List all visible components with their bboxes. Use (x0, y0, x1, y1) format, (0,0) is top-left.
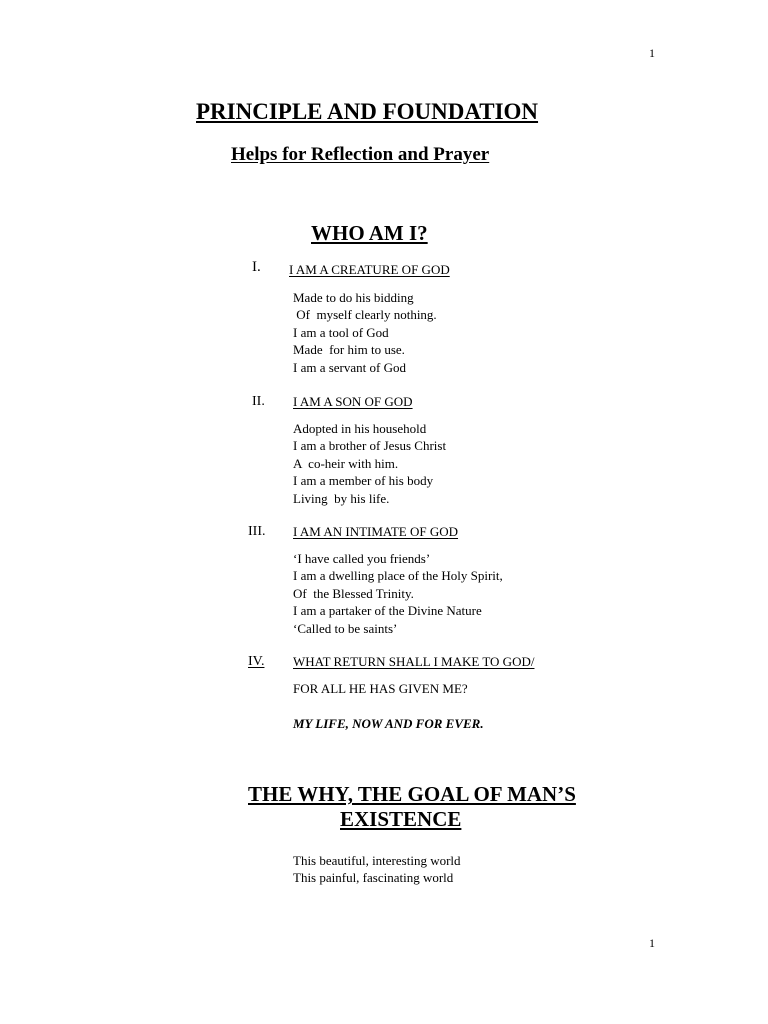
section-goal-lines (293, 852, 461, 887)
section-goal-line: This painful, fascinating world (293, 870, 454, 886)
section-1-heading: I AM A CREATURE OF GOD (289, 262, 450, 277)
section-2-line: I am a member of his body (293, 473, 434, 489)
section-2-line: Adopted in his household (293, 421, 427, 436)
section-heading-who-am-i: WHO AM I? (311, 221, 428, 245)
page-number-bottom: 1 (649, 936, 655, 950)
section-goal-line: This beautiful, interesting world (293, 853, 461, 868)
section-2-numeral: II. (252, 394, 265, 409)
section-1-line: I am a servant of God (293, 359, 406, 375)
section-3-heading: I AM AN INTIMATE OF GOD (293, 524, 459, 539)
section-3-line: I am a dwelling place of the Holy Spirit, (293, 568, 503, 584)
section-1-line: I am a tool of God (293, 324, 389, 340)
section-heading-goal-line-1: THE WHY, THE GOAL OF MAN’S (248, 782, 576, 806)
section-3-line: ‘I have called you friends’ (293, 551, 431, 566)
section-1-numeral: I. (252, 259, 261, 275)
section-2-lines (293, 420, 446, 507)
closing-statement: MY LIFE, NOW AND FOR EVER. (293, 716, 484, 731)
section-2-line: Living by his life. (293, 490, 390, 506)
section-4-lines (293, 680, 468, 697)
section-3-numeral: III. (248, 524, 266, 539)
section-3-lines (293, 550, 503, 637)
section-4-heading: WHAT RETURN SHALL I MAKE TO GOD/ (293, 654, 535, 669)
section-heading-goal-line-2: EXISTENCE (340, 807, 462, 831)
section-3-line: I am a partaker of the Divine Nature (293, 603, 482, 619)
section-4-numeral: IV. (248, 654, 265, 669)
document-subtitle: Helps for Reflection and Prayer (231, 144, 490, 165)
section-1-lines (293, 289, 437, 376)
section-2-line: I am a brother of Jesus Christ (293, 438, 447, 454)
page-number-top: 1 (649, 46, 655, 60)
document-title: PRINCIPLE AND FOUNDATION (196, 99, 539, 124)
section-3-line: Of the Blessed Trinity. (293, 585, 414, 601)
section-1-line: Made for him to use. (293, 342, 405, 358)
section-1-line: Of myself clearly nothing. (293, 307, 437, 323)
section-2-heading: I AM A SON OF GOD (293, 394, 413, 409)
section-4-line: FOR ALL HE HAS GIVEN ME? (293, 681, 468, 696)
section-1-line: Made to do his bidding (293, 290, 414, 305)
section-3-line: ‘Called to be saints’ (293, 620, 398, 636)
section-2-line: A co-heir with him. (293, 455, 399, 471)
